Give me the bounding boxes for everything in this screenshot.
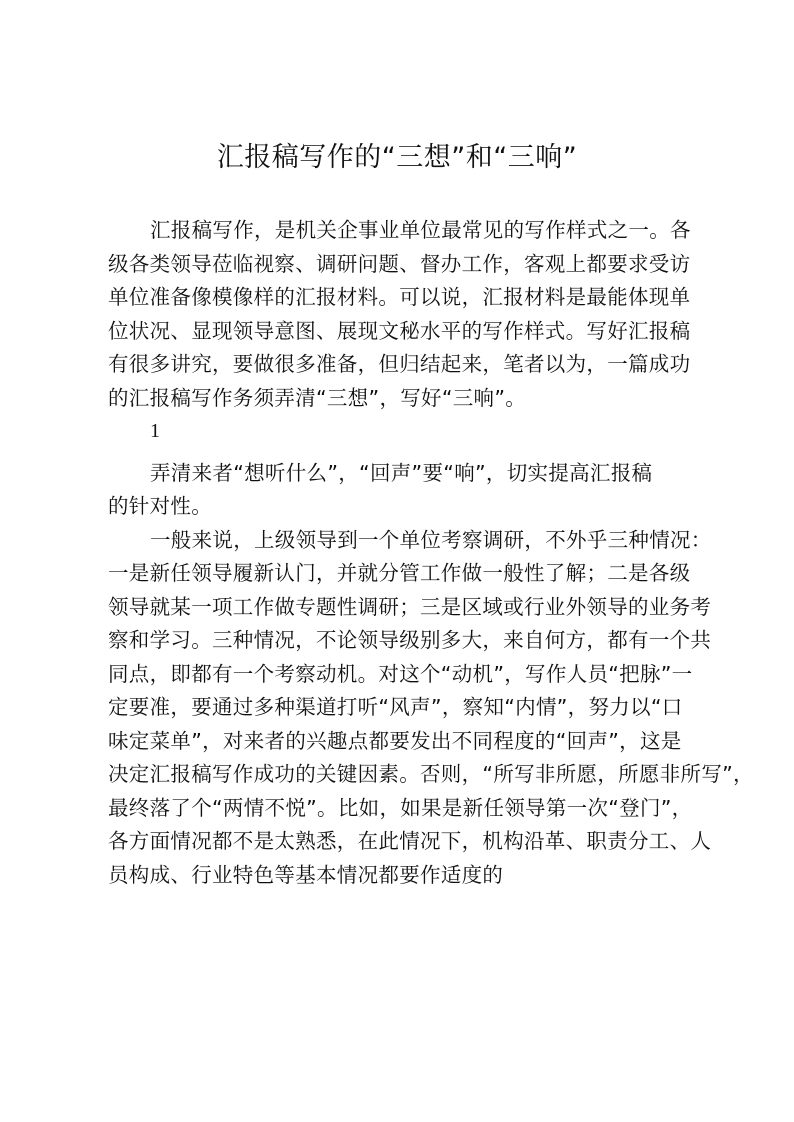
text-line: 有很多讲究，要做很多准备，但归结起来，笔者以为，一篇成功	[108, 352, 691, 376]
text-line: 各方面情况都不是太熟悉，在此情况下，机构沿革、职责分工、人	[108, 829, 712, 853]
paragraph-body	[108, 524, 754, 893]
document-body	[108, 214, 754, 892]
section-number: 1	[150, 420, 161, 442]
text-line: 一般来说，上级领导到一个单位考察调研，不外乎三种情况：	[150, 527, 712, 552]
text-line: 的汇报稿写作务须弄清“三想”，写好“三响”。	[108, 385, 527, 410]
text-line: 同点，即都有一个考察动机。对这个“动机”，写作人员“把脉”一	[108, 661, 693, 686]
document-title: 汇报稿写作的“三想”和“三响”	[216, 142, 578, 173]
text-line: 单位准备像模像样的汇报材料。可以说，汇报材料是最能体现单	[108, 285, 691, 309]
text-line: 一是新任领导履新认门，并就分管工作做一般性了解；二是各级	[108, 561, 691, 585]
text-line: 汇报稿写作，是机关企事业单位最常见的写作样式之一。各	[150, 218, 691, 242]
text-line: 领导就某一项工作做专题性调研；三是区域或行业外领导的业务考	[108, 594, 712, 619]
spacer	[108, 449, 704, 457]
text-line: 员构成、行业特色等基本情况都要作适度的	[108, 862, 504, 887]
text-line: 级各类领导莅临视察、调研问题、督办工作，客观上都要求受访	[108, 251, 691, 276]
text-line: 的针对性。	[108, 494, 212, 518]
text-line: 决定汇报稿写作成功的关键因素。否则，“所写非所愿，所愿非所写”，	[108, 762, 754, 786]
paragraph-intro	[108, 214, 704, 415]
text-line: 最终落了个“两情不悦”。比如，如果是新任领导第一次“登门”，	[108, 795, 693, 820]
text-line: 定要准，要通过多种渠道打听“风声”，察知“内情”，努力以“口	[108, 695, 683, 719]
text-line: 位状况、显现领导意图、展现文秘水平的写作样式。写好汇报稿	[108, 318, 691, 343]
paragraph-heading	[108, 457, 704, 524]
text-line: 弄清来者“想听什么”，“回声”要“响”，切实提高汇报稿	[150, 460, 653, 485]
text-line: 味定菜单”，对来者的兴趣点都要发出不同程度的“回声”，这是	[108, 728, 682, 753]
text-line: 察和学习。三种情况，不论领导级别多大，来自何方，都有一个共	[108, 628, 712, 652]
